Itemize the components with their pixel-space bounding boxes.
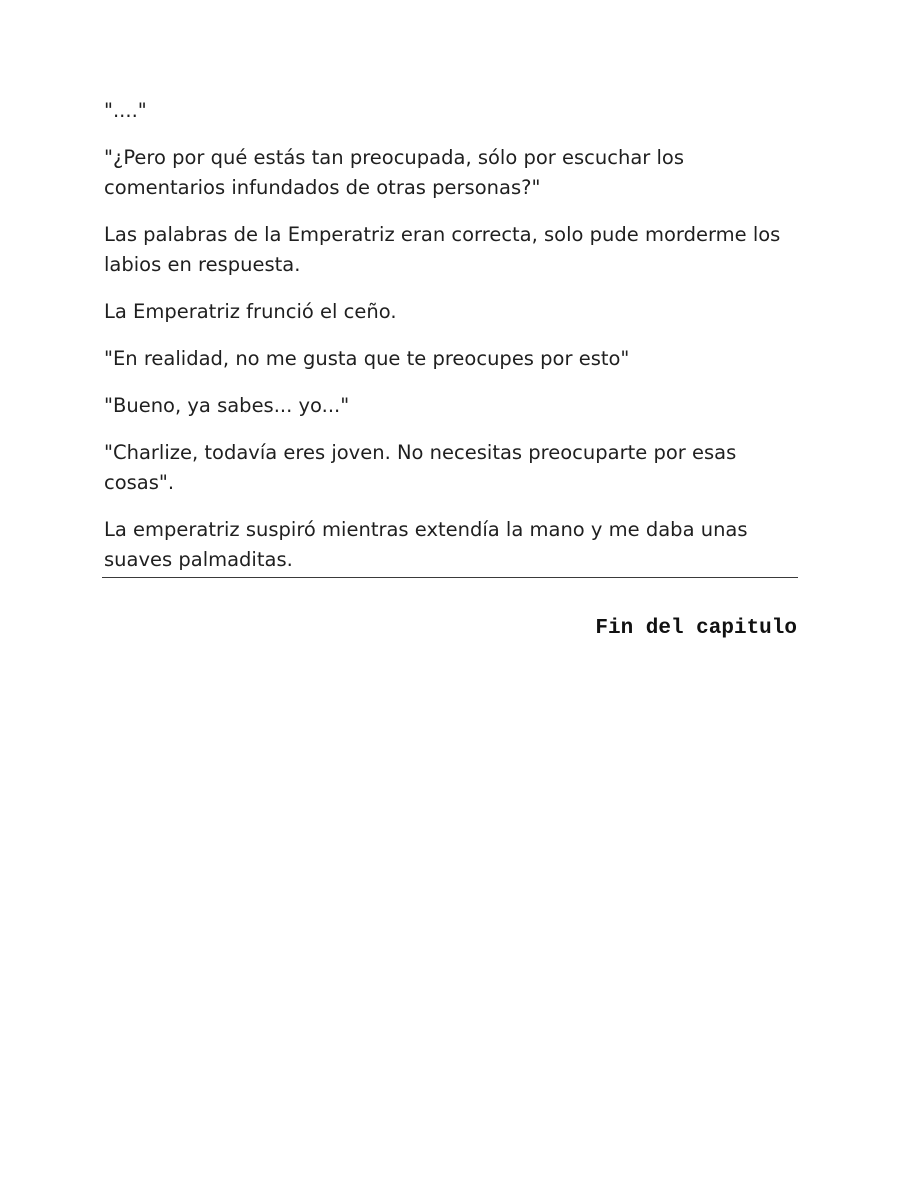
paragraph: "...." xyxy=(104,99,147,122)
paragraph: "¿Pero por qué estás tan preocupada, sólo por escuchar los comentarios infundados de otras personas?" xyxy=(104,146,684,199)
paragraph: "En realidad, no me gusta que te preocupes por esto" xyxy=(104,347,630,370)
paragraph: La emperatriz suspiró mientras extendía la mano y me daba unas suaves palmaditas. xyxy=(104,518,748,571)
chapter-text xyxy=(104,96,784,592)
paragraph: "Charlize, todavía eres joven. No necesitas preocuparte por esas cosas". xyxy=(104,441,737,494)
paragraph: Las palabras de la Emperatriz eran correcta, solo pude morderme los labios en respuesta. xyxy=(104,223,781,276)
paragraph: La Emperatriz frunció el ceño. xyxy=(104,300,397,323)
horizontal-divider xyxy=(102,577,798,578)
paragraph: "Bueno, ya sabes... yo..." xyxy=(104,394,350,417)
chapter-end-label: Fin del capitulo xyxy=(595,617,797,640)
